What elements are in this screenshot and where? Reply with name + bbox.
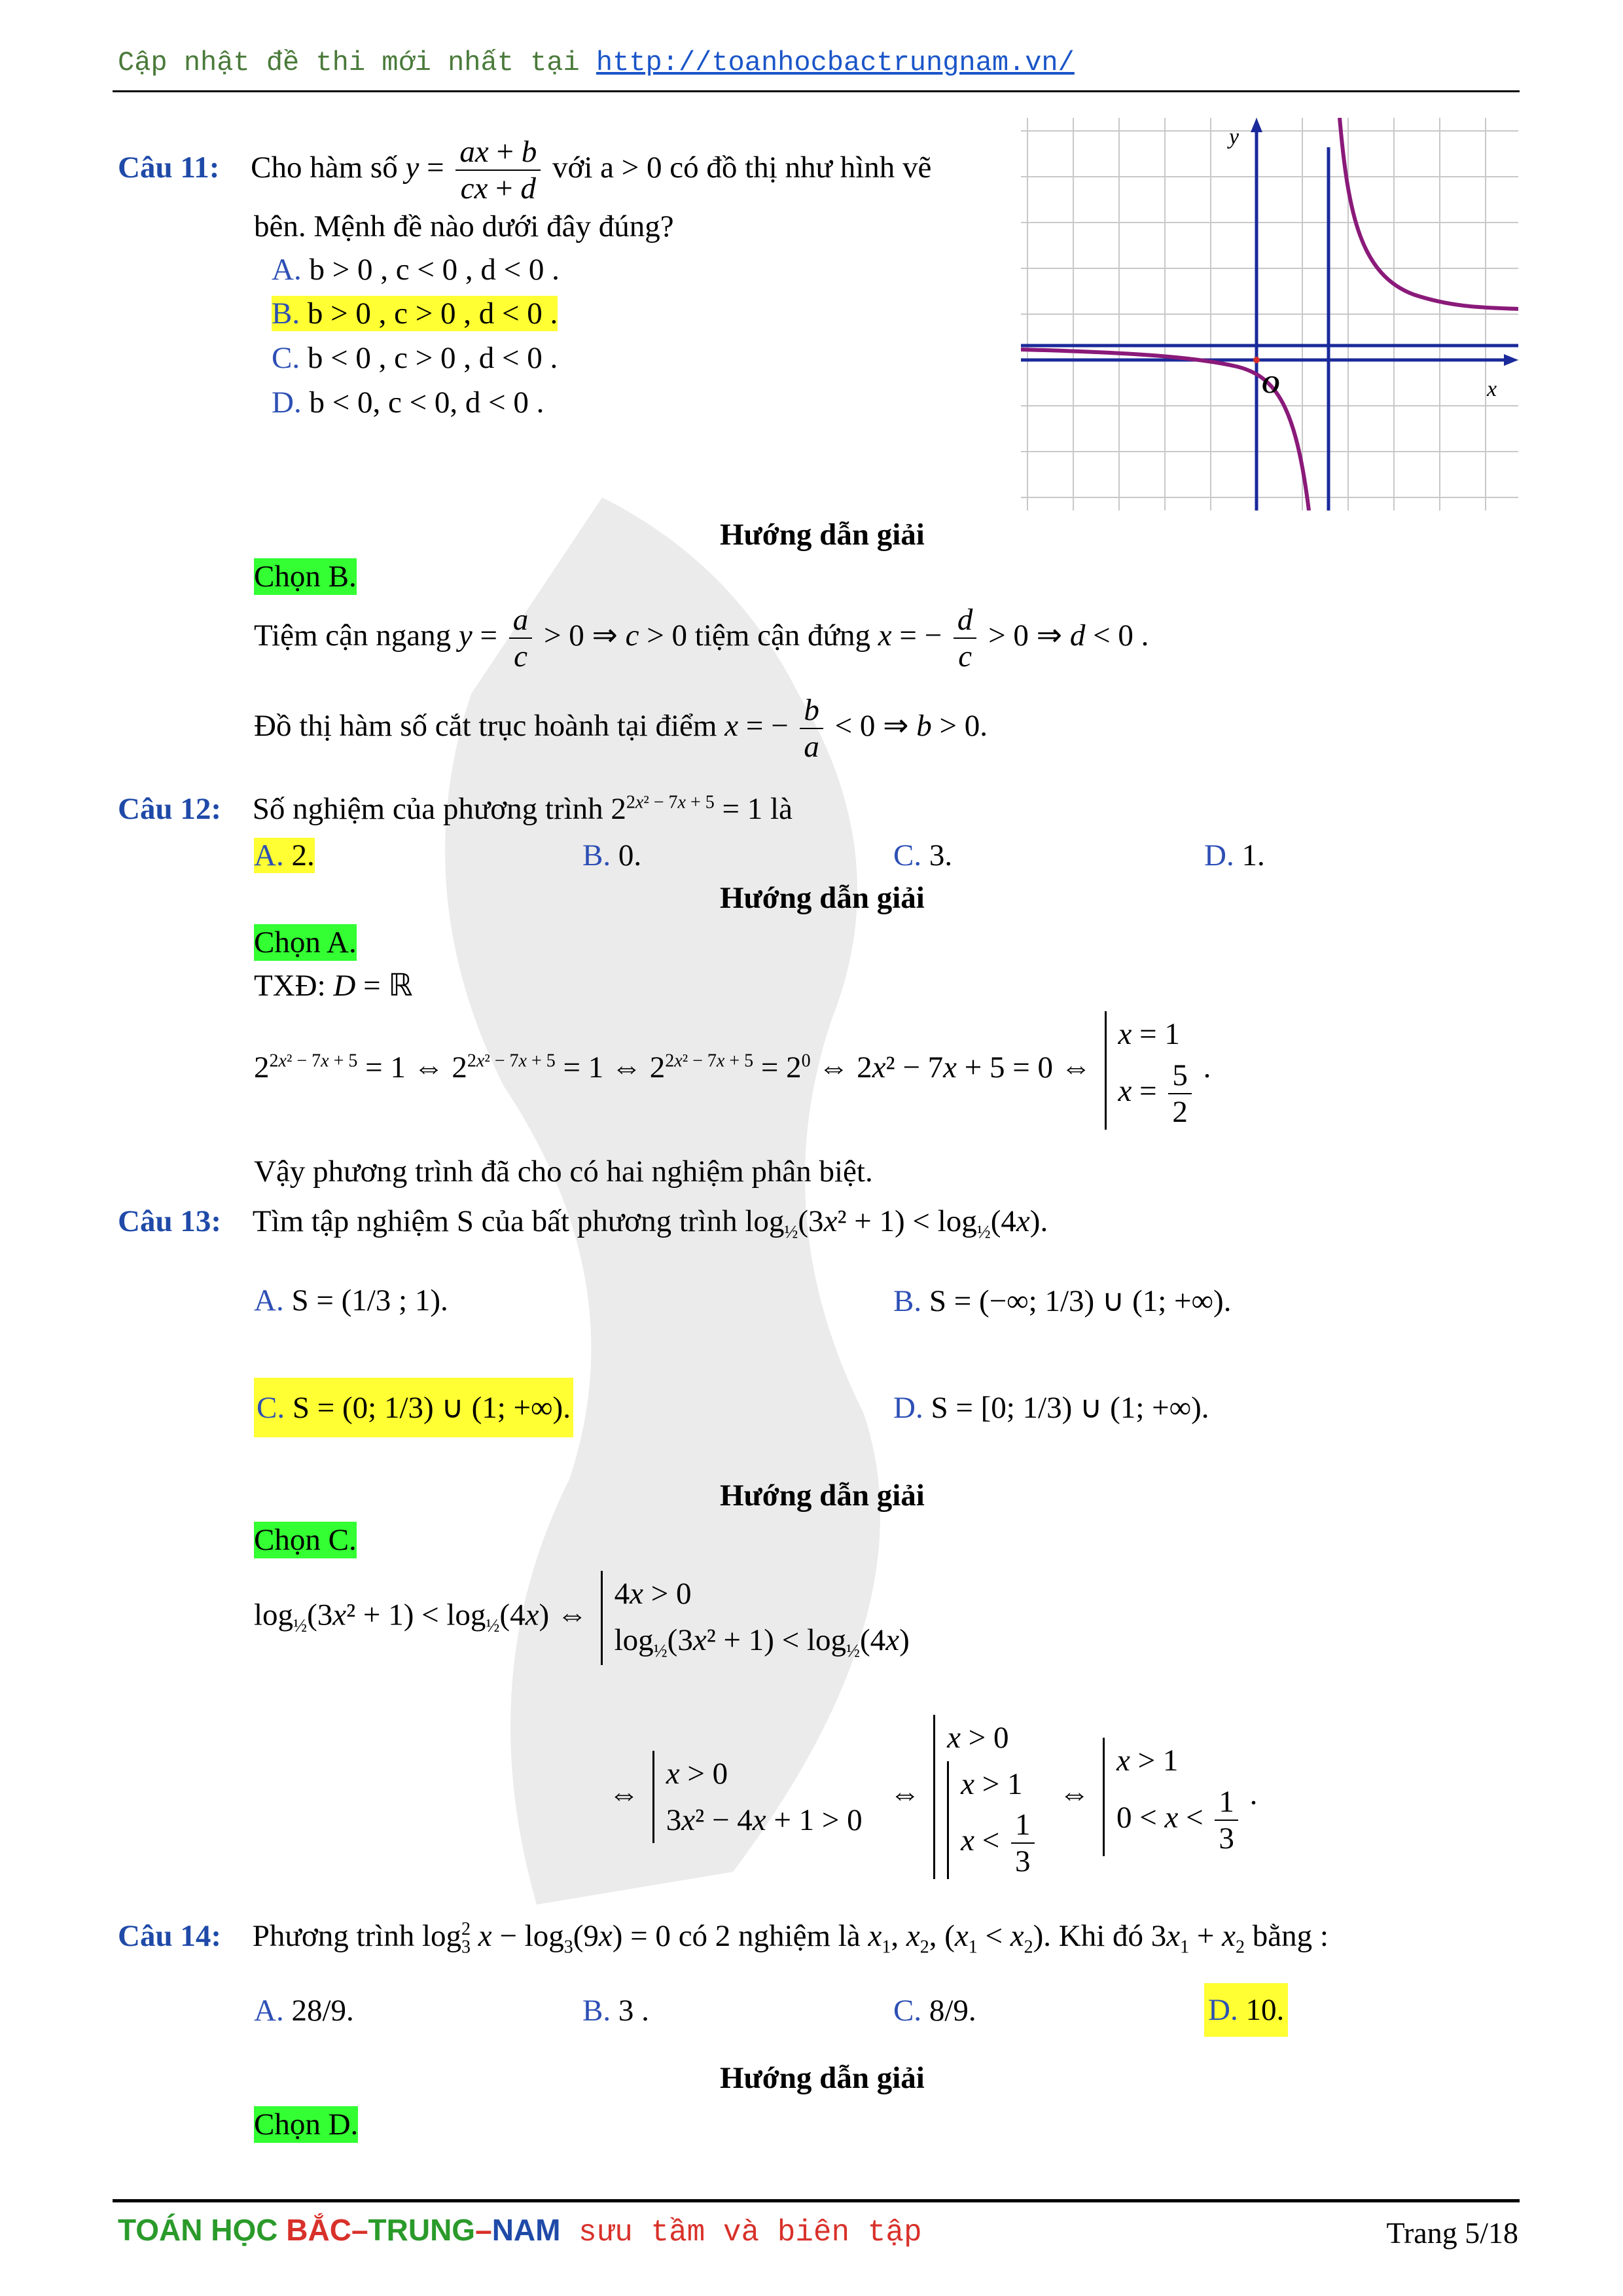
q14-option-a[interactable]: A. 28/9. [254,1994,354,2028]
q11-option-d[interactable]: D. b < 0, c < 0, d < 0 . [272,386,544,420]
q11-guide-title: Hướng dẫn giải [720,518,925,552]
q14-stem: Câu 14: Phương trình $\log_3^2 x - \log_3(9x) = 0$ có 2 nghiệm là $x_1$, $x_2$, $(x_1 < x_2)$. Khi đó $3x_1 + x_2$ bằng : [118,1919,1329,1958]
footer-rule [113,2199,1520,2202]
q12-solution: $2^{2x^2 - 7x + 5} = 1$ ⇔ $2^{2x^2 - 7x + 5} = 1$ ⇔ $2^{2x^2 - 7x + 5} = 2^0$ ⇔ 2x² − 7x + 5 = 0 ⇔ x = 1 x = $\frac{5}{2}$ . [254,1011,1211,1130]
q11-graph [1021,118,1518,511]
q13-option-d[interactable]: D. S = [0; 1/3) ∪ (1; +∞). [893,1391,1209,1425]
q11-option-a[interactable]: A. b > 0 , c < 0 , d < 0 . [272,253,560,287]
q12-label: Câu 12: [118,792,221,826]
q11-sol2: Đồ thị hàm số cắt trục hoành tại điểm x = − $\frac{b}{a}$ < 0 ⇒ b > 0. [254,693,988,764]
footer-credit: TOÁN HỌC BẮC–TRUNG–NAM sưu tầm và biên tập [118,2213,922,2250]
q11-sol1: Tiệm cận ngang y = $\frac{a}{c}$ > 0 ⇒ c > 0 tiệm cận đứng x = − $\frac{d}{c}$ > 0 ⇒ d < 0 . [254,603,1149,674]
header-rule [113,90,1520,92]
q12-option-d[interactable]: D. 1. [1204,838,1265,872]
q13-option-c[interactable]: C. S = (0; 1/3) ∪ (1; +∞). [254,1378,573,1437]
q11-label: Câu 11: [118,150,220,185]
page-number: Trang 5/18 [1386,2216,1518,2250]
page-header [118,47,1075,79]
q14-label: Câu 14: [118,1919,221,1953]
q11-choose: Chọn B. [254,558,357,595]
graph-label-o: O [1262,371,1280,399]
q12-option-b[interactable]: B. 0. [582,838,642,872]
q11-cond: với a > 0 có đồ thị như hình vẽ [552,150,932,185]
header-text: Cập nhật đề thi mới nhất tại [118,47,596,79]
q11-option-c[interactable]: C. b < 0 , c > 0 , d < 0 . [272,341,558,375]
q11-option-b[interactable]: B. b > 0 , c > 0 , d < 0 . [272,296,558,331]
q13-label: Câu 13: [118,1204,221,1238]
q12-option-c[interactable]: C. 3. [893,838,953,872]
q13-stem: Câu 13: Tìm tập nghiệm S của bất phương trình $\log_{\frac{1}{2}}(3x^2 + 1) < \log_{\frac{1}{2}}(4x)$. [118,1204,1048,1243]
q13-solution-2: ⇔ x > 0 3x² − 4x + 1 > 0 ⇔ x > 0 x > 1 x < $\frac{1}{3}$ ⇔ x > 1 0 < x < $\frac{1}{3}$ . [609,1715,1257,1879]
q13-guide-title: Hướng dẫn giải [720,1479,925,1513]
q11-stem: Câu 11: Cho hàm số y = $\frac{ax + b}{cx + d}$ với a > 0 có đồ thị như hình vẽ [118,135,932,206]
q14-guide-title: Hướng dẫn giải [720,2061,925,2095]
q13-option-a[interactable]: A. S = (1/3 ; 1). [254,1283,448,1318]
q13-option-b[interactable]: B. S = (−∞; 1/3) ∪ (1; +∞). [893,1284,1232,1318]
q11-intro: Cho hàm số [251,150,398,185]
graph-label-y: y [1229,125,1240,149]
q14-option-b[interactable]: B. 3 . [582,1994,649,2028]
q12-txd: TXĐ: D = ℝ [254,969,413,1003]
q14-choose: Chọn D. [254,2106,358,2143]
q14-option-c[interactable]: C. 8/9. [893,1994,976,2028]
q14-option-d[interactable]: D. 10. [1204,1983,1288,2037]
q12-choose: Chọn A. [254,924,357,961]
graph-label-x: x [1487,377,1497,401]
q12-guide-title: Hướng dẫn giải [720,881,925,915]
header-link[interactable]: http://toanhocbactrungnam.vn/ [596,47,1075,79]
q12-stem: Câu 12: Số nghiệm của phương trình $2^{2x^2 - 7x + 5} = 1$ là [118,792,793,826]
q11-line2: bên. Mệnh đề nào dưới đây đúng? [254,209,674,243]
q12-option-a[interactable]: A. 2. [254,838,315,872]
q13-solution-1: $\log_{\frac{1}{2}}(3x^2 + 1) < \log_{\frac{1}{2}}(4x)$ ⇔ 4x > 0 $\log_{\frac{1}{2}}(3x^2 + 1) < \log_{\frac{1}{2}}(4x)$ [254,1571,910,1665]
q13-choose: Chọn C. [254,1522,357,1558]
q12-conclusion: Vậy phương trình đã cho có hai nghiệm phân biệt. [254,1155,873,1189]
